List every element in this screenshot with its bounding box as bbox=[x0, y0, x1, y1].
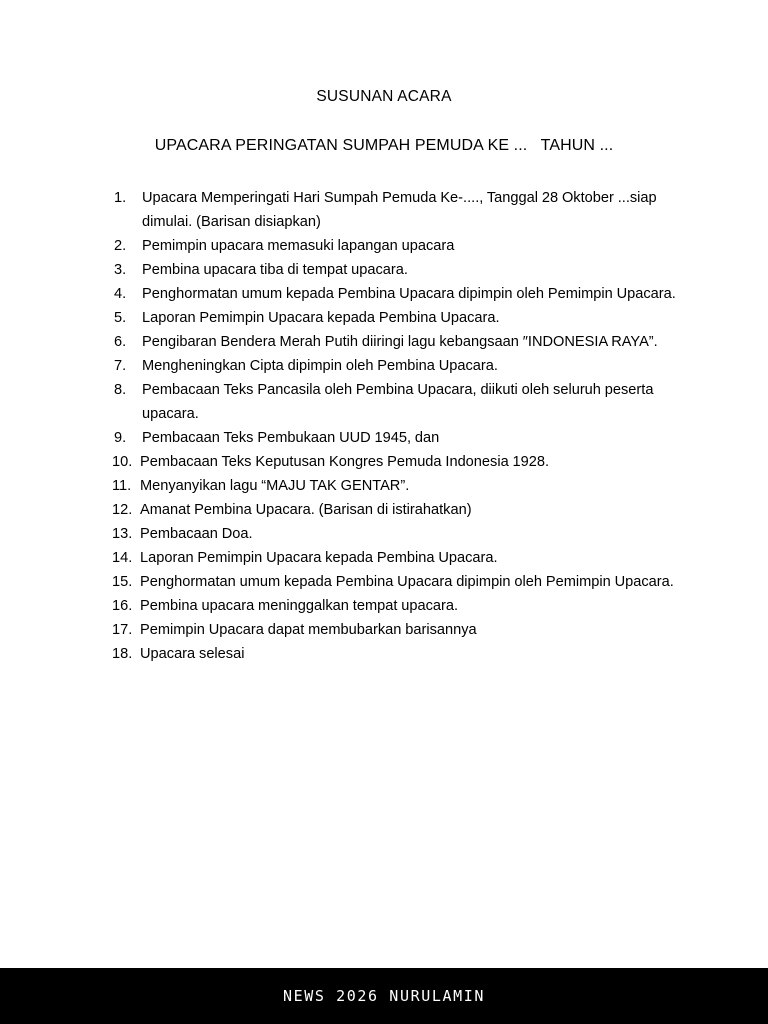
list-item-text: Mengheningkan Cipta dipimpin oleh Pembina Upacara. bbox=[142, 358, 498, 374]
list-item-number: 8. bbox=[114, 382, 127, 398]
list-item-number: 18. bbox=[112, 646, 133, 662]
list-item-text: Pembina upacara tiba di tempat upacara. bbox=[142, 262, 408, 278]
list-item-text: Laporan Pemimpin Upacara kepada Pembina Upacara. bbox=[142, 310, 500, 326]
list-item bbox=[112, 378, 684, 426]
list-item-text: Pembacaan Teks Pancasila oleh Pembina Upacara, diikuti oleh seluruh peserta upacara. bbox=[142, 382, 654, 422]
list-item-number: 7. bbox=[114, 358, 127, 374]
list-item-text: Menyanyikan lagu “MAJU TAK GENTAR”. bbox=[140, 478, 410, 494]
list-item-text: Upacara selesai bbox=[140, 646, 245, 662]
list-item-number: 5. bbox=[114, 310, 127, 326]
list-item-text: Amanat Pembina Upacara. (Barisan di istirahatkan) bbox=[140, 502, 472, 518]
list-item bbox=[112, 570, 684, 594]
page-subtitle: UPACARA PERINGATAN SUMPAH PEMUDA KE ... TAHUN ... bbox=[154, 137, 614, 154]
list-item-text: Pemimpin upacara memasuki lapangan upacara bbox=[142, 238, 455, 254]
list-item-number: 10. bbox=[112, 454, 133, 470]
list-item-text: Pembacaan Teks Pembukaan UUD 1945, dan bbox=[142, 430, 440, 446]
list-item bbox=[112, 354, 684, 378]
list-item bbox=[112, 330, 684, 354]
list-item-number: 17. bbox=[112, 622, 133, 638]
list-item-number: 6. bbox=[114, 334, 127, 350]
list-item-number: 4. bbox=[114, 286, 127, 302]
list-item-number: 1. bbox=[114, 190, 127, 206]
list-item bbox=[112, 306, 684, 330]
list-item-text: Laporan Pemimpin Upacara kepada Pembina Upacara. bbox=[140, 550, 498, 566]
list-item-number: 3. bbox=[114, 262, 127, 278]
footer-banner bbox=[0, 968, 768, 1024]
list-item-text: Pembina upacara meninggalkan tempat upacara. bbox=[140, 598, 459, 614]
page-title: SUSUNAN ACARA bbox=[316, 88, 452, 105]
list-item-number: 2. bbox=[114, 238, 127, 254]
list-item-number: 11. bbox=[112, 478, 132, 494]
list-item bbox=[112, 186, 684, 234]
list-item bbox=[112, 474, 684, 498]
list-item-text: Penghormatan umum kepada Pembina Upacara dipimpin oleh Pemimpin Upacara. bbox=[140, 574, 674, 590]
agenda-list bbox=[112, 186, 684, 666]
list-item-text: Pemimpin Upacara dapat membubarkan barisannya bbox=[140, 622, 477, 638]
list-item-text: Penghormatan umum kepada Pembina Upacara dipimpin oleh Pemimpin Upacara. bbox=[142, 286, 676, 302]
list-item-text: Upacara Memperingati Hari Sumpah Pemuda Ke-...., Tanggal 28 Oktober ...siap dimulai. (Barisan disiapkan) bbox=[142, 190, 657, 230]
list-item bbox=[112, 498, 684, 522]
list-item-text: Pembacaan Doa. bbox=[140, 526, 253, 542]
list-item-number: 14. bbox=[112, 550, 133, 566]
list-item-number: 12. bbox=[112, 502, 133, 518]
list-item bbox=[112, 282, 684, 306]
list-item-text: Pengibaran Bendera Merah Putih diiringi lagu kebangsaan ″INDONESIA RAYA”. bbox=[142, 334, 658, 350]
list-item bbox=[112, 426, 684, 450]
list-item-number: 15. bbox=[112, 574, 133, 590]
list-item-number: 13. bbox=[112, 526, 133, 542]
list-item-number: 9. bbox=[114, 430, 127, 446]
list-item-text: Pembacaan Teks Keputusan Kongres Pemuda Indonesia 1928. bbox=[140, 454, 550, 470]
list-item bbox=[112, 618, 684, 642]
list-item bbox=[112, 258, 684, 282]
list-item bbox=[112, 546, 684, 570]
list-item bbox=[112, 522, 684, 546]
list-item-number: 16. bbox=[112, 598, 133, 614]
footer-text: NEWS 2026 NURULAMIN bbox=[283, 987, 485, 1005]
list-item bbox=[112, 450, 684, 474]
list-item bbox=[112, 234, 684, 258]
list-item bbox=[112, 642, 684, 666]
list-item bbox=[112, 594, 684, 618]
